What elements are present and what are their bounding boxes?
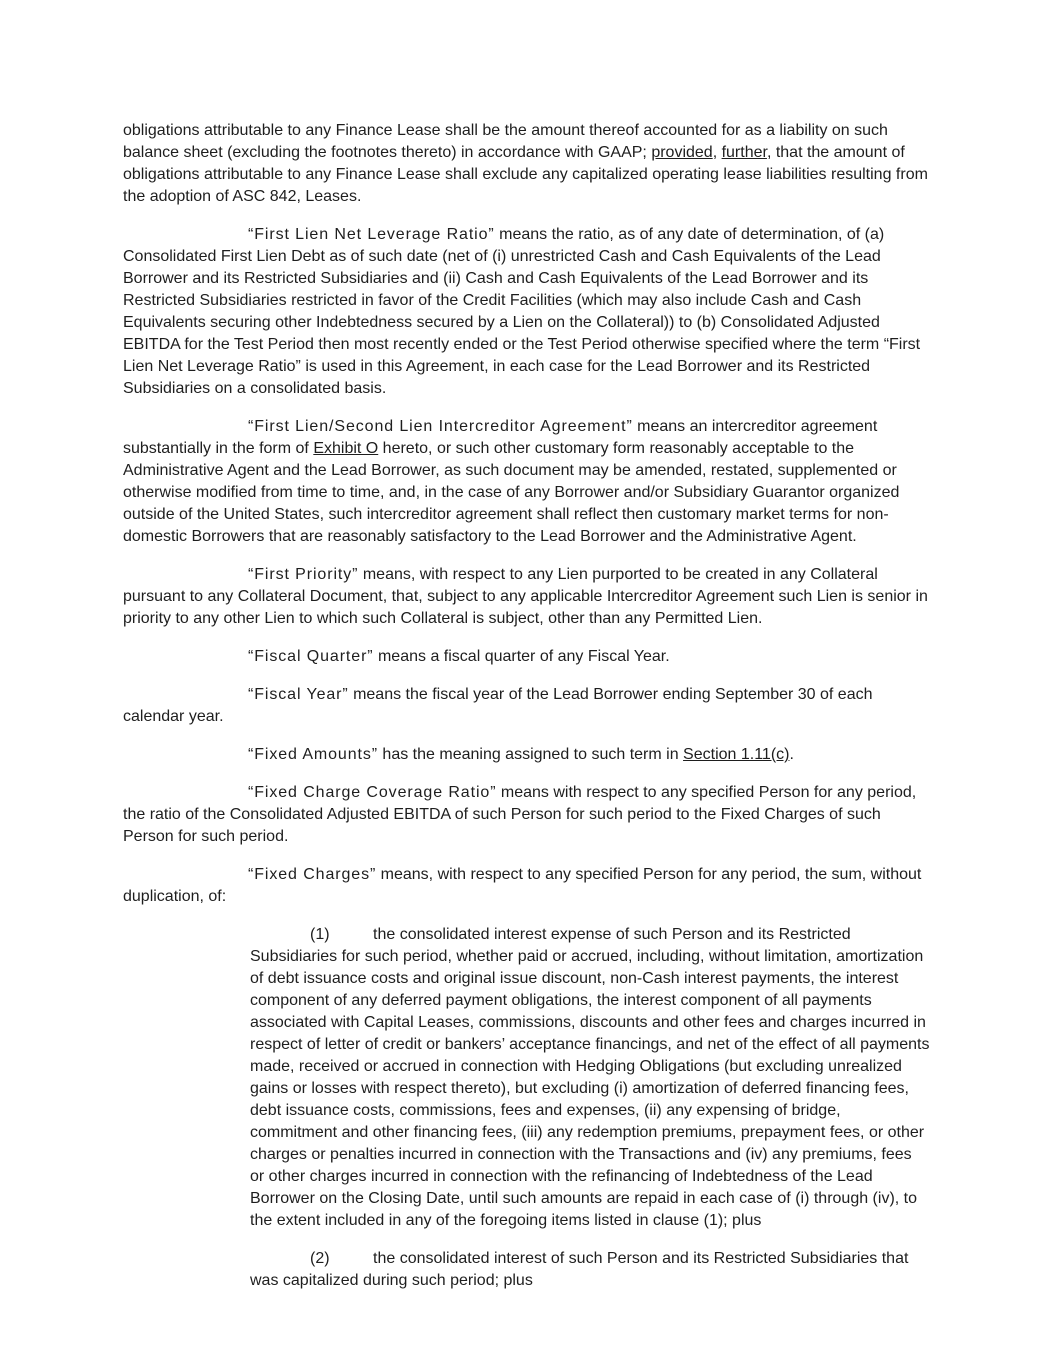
definition-fixed-amounts — [123, 744, 930, 766]
clause-1-paragraph — [250, 924, 930, 1232]
definition-fixed-charges — [123, 864, 930, 908]
text-run: means a fiscal quarter of any Fiscal Year. — [373, 648, 670, 665]
defined-term: “First Lien Net Leverage Ratio” — [248, 226, 495, 243]
defined-term: “First Priority” — [248, 566, 359, 583]
defined-term: “Fixed Amounts” — [248, 746, 378, 763]
document-content — [123, 120, 930, 1308]
section-1-11-c-reference: Section 1.11(c) — [683, 746, 790, 763]
clause-number: (2) — [310, 1250, 330, 1267]
defined-term: “Fixed Charges” — [248, 866, 377, 883]
definition-first-priority — [123, 564, 930, 630]
text-run: hereto, or such other customary form reasonably acceptable to the Administrative Agent and the Lead Borrower, as such document may be amended, restated, supplemented or otherwise modified from time to time, and, in the case of any Borrower and/or Subsidiary Guarantor organized outside of the United States, such intercreditor agreement shall reflect then customary market terms for non-domestic Borrowers that are reasonably satisfactory to the Lead Borrower and the Administrative Agent. — [123, 440, 900, 545]
text-run: means, with respect to any specified Person for any period, the sum, without duplication, of: — [123, 866, 922, 905]
definition-first-lien-second-lien-intercreditor-agreement — [123, 416, 930, 548]
defined-term: “First Lien/Second Lien Intercreditor Agreement” — [248, 418, 633, 435]
text-run: means with respect to any specified Person for any period, the ratio of the Consolidated Adjusted EBITDA of such Person for such period to the Fixed Charges of such Person for such period. — [123, 784, 917, 845]
defined-term: “Fiscal Quarter” — [248, 648, 374, 665]
text-run: means the ratio, as of any date of determination, of (a) Consolidated First Lien Debt as of such date (net of (i) unrestricted Cash and Cash Equivalents of the Lead Borrower and its Restricted Subsidiaries and (ii) Cash and Cash Equivalents of the Lead Borrower and its Restricted Subsidiaries restricted in favor of the Credit Facilities (which may also include Cash and Cash Equivalents securing other Indebtedness secured by a Lien on the Collateral)) to (b) Consolidated Adjusted EBITDA for the Test Period then most recently ended or the Test Period otherwise specified where the term “First Lien Net Leverage Ratio” is used in this Agreement, in each case for the Lead Borrower and its Restricted Subsidiaries on a consolidated basis. — [123, 226, 921, 397]
text-run: means an intercreditor agreement substantially in the form of — [123, 418, 878, 457]
clause-text: the consolidated interest expense of such Person and its Restricted Subsidiaries for such period, whether paid or accrued, including, without limitation, amortization of debt issuance costs and original issue discount, non-Cash interest payments, the interest component of any deferred payment obligations, the interest component of all payments associated with Capital Leases, commissions, discounts and other fees and charges incurred in respect of letter of credit or bankers’ acceptance financings, and net of the effect of all payments made, received or accrued in connection with Hedging Obligations (but excluding unrealized gains or losses with respect thereto), but excluding (i) amortization of deferred financing fees, debt issuance costs, commissions, fees and expenses, (ii) any expensing of bridge, commitment and other financing fees, (iii) any redemption premiums, prepayment fees, or other charges or penalties incurred in connection with the Transactions and (iv) any premiums, fees or other charges incurred in connection with the refinancing of Indebtedness of the Lead Borrower on the Closing Date, until such amounts are repaid in each case of (i) through (iv), to the extent included in any of the foregoing items listed in clause (1); plus — [250, 926, 930, 1229]
clause-2-paragraph — [250, 1248, 930, 1292]
underlined-word-provided: provided — [651, 144, 713, 161]
definition-fixed-charge-coverage-ratio — [123, 782, 930, 848]
clause-text: the consolidated interest of such Person and its Restricted Subsidiaries that was capitalized during such period; plus — [250, 1250, 909, 1289]
text-run: , — [712, 144, 722, 161]
text-run: means the fiscal year of the Lead Borrower ending September 30 of each calendar year. — [123, 686, 873, 725]
text-run: means, with respect to any Lien purported to be created in any Collateral pursuant to any Collateral Document, that, subject to any applicable Intercreditor Agreement such Lien is senior in priority to any other Lien to which such Collateral is subject, other than any Permitted Lien. — [123, 566, 928, 627]
defined-term: “Fiscal Year” — [248, 686, 349, 703]
clause-2 — [250, 1248, 930, 1292]
definition-fiscal-year — [123, 684, 930, 728]
definition-fiscal-quarter — [123, 646, 930, 668]
text-run: obligations attributable to any Finance Lease shall be the amount thereof accounted for as a liability on such balance sheet (excluding the footnotes thereto) in accordance with GAAP; — [123, 122, 888, 161]
text-run: , that the amount of obligations attributable to any Finance Lease shall exclude any capitalized operating lease liabilities resulting from the adoption of ASC 842, Leases. — [123, 144, 928, 205]
clause-number: (1) — [310, 926, 330, 943]
text-run: has the meaning assigned to such term in — [377, 746, 684, 763]
exhibit-o-reference: Exhibit O — [313, 440, 379, 457]
underlined-word-further: further — [721, 144, 767, 161]
text-run: . — [789, 746, 794, 763]
clause-1 — [250, 924, 930, 1232]
definition-first-lien-net-leverage-ratio — [123, 224, 930, 400]
paragraph-finance-lease-continuation — [123, 120, 930, 208]
defined-term: “Fixed Charge Coverage Ratio” — [248, 784, 497, 801]
